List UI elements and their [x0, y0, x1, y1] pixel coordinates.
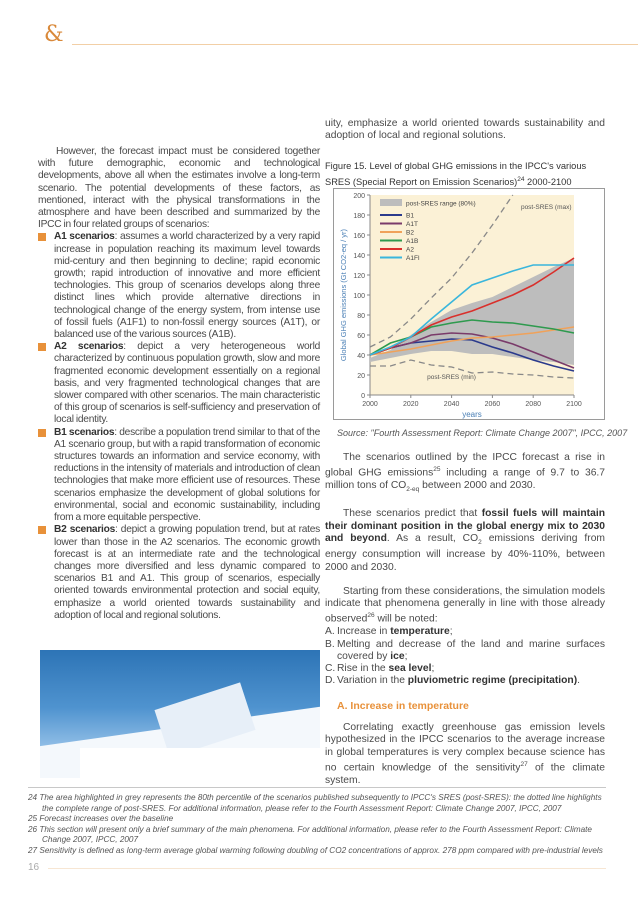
footnote-rule	[28, 787, 606, 788]
chart-svg	[334, 189, 604, 419]
footnote-27: 27 Sensitivity is defined as long-term average global warming following doubling of CO2 concentrations of approx. 278 ppm compared with pre-industrial levels	[28, 845, 603, 855]
x-tick-label: 2000	[362, 401, 378, 408]
x-tick-label: 2100	[566, 401, 582, 408]
y-tick-label: 60	[357, 333, 365, 340]
footnote-26: 26 This section will present only a brief summary of the main phenomena. For additional information, please refer to the Fourth Assessment Report: Climate Change 2007, IPCC, 2007	[28, 824, 592, 845]
intro-paragraph: However, the forecast impact must be considered together with future demographic, economic and technological developments, above all when the estimates involve a long-term scenario. The potential developments of these factors, as mentioned, interact with the physical transformations in the atmosphere and have been described and summarized by the IPCC in four related groups of scenarios:	[38, 146, 320, 231]
y-axis-label: Global GHG emissions (Gt CO2-eq / yr)	[339, 228, 348, 362]
list-item: B. Melting and decrease of the land and marine surfaces covered by ice;	[325, 638, 605, 662]
caption-text: Figure 15. Level of global GHG emissions in the IPCC's various SRES (Special Report on Emission Scenarios)	[325, 161, 587, 188]
y-tick-label: 0	[361, 393, 365, 400]
bullet-square-icon	[38, 526, 46, 534]
item-text: : assumes a world characterized by a very rapid increase in population reaching its maximum level towards mid-century and then beginning to decline; rapid economic growth; rapid introduction of innovative and more efficient technologies. This group of scenarios develops along three distinct lines which provide alternative directions in technological change of the energy system, from intense use of fossil fuels (A1F1) to non-fossil energy sources (A1T), or balanced use of the various sources (A1B).	[54, 231, 320, 341]
caption-years: 2000-2100	[524, 177, 572, 188]
legend-range-label: post-SRES range (80%)	[406, 200, 476, 208]
list-item	[38, 231, 320, 341]
list-item: C. Rise in the sea level;	[325, 663, 435, 675]
list-item: A. Increase in temperature;	[325, 626, 453, 638]
legend-label: A1B	[406, 238, 419, 245]
bullet-square-icon	[38, 343, 46, 351]
paragraph: Starting from these considerations, the simulation models indicate that phenomena generally in line with those already observed$^{26}$ will be noted:	[325, 585, 605, 625]
item-text: : describe a population trend similar to that of the A1 scenario group, but with a rapid transformation of economic structures towards an information and service economy, with reductions in the intensity of materials and introduction of clean technologies that make more efficient use of resources. These scenarios emphasize the development of global solutions for environmental, social and economic sustainability, including from a more equitable perspective.	[54, 426, 320, 524]
legend-label: B1	[406, 212, 414, 220]
y-tick-label: 180	[353, 213, 365, 220]
item-text: : depict a growing population trend, but at rates lower than those in the A2 scenarios. The economic growth forecast is at an intermediate rate and the technological changes more diversified and less dynamic compared to scenarios B1 and A1. This group of scenarios, especially oriented towards environmental protection and social equity, emphasize a world oriented towards sustainability and adoption of local and regional solutions.	[54, 524, 320, 621]
figure-source: Source: "Fourth Assessment Report: Climate Change 2007", IPCC, 2007	[337, 428, 628, 438]
paragraph: These scenarios predict that fossil fuels will maintain their dominant position in the global energy mix to 2030 and beyond. As a result, $CO_2$ emissions deriving from energy consumption will increase by 40%-110%, between 2000 and 2030.	[325, 508, 606, 573]
x-tick-label: 2040	[443, 401, 460, 408]
item-term: A1 scenarios	[54, 231, 115, 243]
y-tick-label: 20	[357, 373, 365, 380]
ghg-emissions-chart	[333, 188, 605, 420]
list-item	[38, 341, 320, 426]
logo-ampersand: &	[44, 22, 64, 47]
legend-label: A1FI	[406, 255, 420, 262]
paragraph: Correlating exactly greenhouse gas emission levels hypothesized in the IPCC scenarios to the average increase in global temperatures is very complex because science has no certain knowledge of the sensitivity$^{27}$ of the climate system.	[325, 721, 605, 786]
paragraph: The scenarios outlined by the IPCC forecast a rise in global GHG emissions$^{25}$ including a range of 9.7 to 36.7 million tons of $CO_{2-eq}$ between 2000 and 2030.	[325, 452, 606, 494]
y-tick-label: 140	[353, 253, 365, 260]
y-tick-label: 160	[353, 233, 365, 240]
legend-label: A2	[406, 246, 414, 254]
right-column	[325, 452, 605, 787]
item-text: : depict a very heterogeneous world characterized by continuous population growth, slow and more fragmented economic development essentially on a regional basis, and very fragmented technological changes that are slower compared with other scenarios. The main characteristic of this group of scenarios is self-sufficiency and preservation of local identity.	[54, 341, 320, 426]
bullet-square-icon	[38, 233, 46, 241]
footnote-24: 24 The area highlighted in grey represents the 80th percentile of the scenarios published subsequently to IPCC's SRES (post-SRES): the dotted line highlights the complete range of post-SRES. For additional information, please refer to the Fourth Assessment Report: Climate Change 2007, IPCC, 2007	[28, 793, 602, 813]
min-label: post-SRES (min)	[427, 374, 476, 381]
item-term: A2 scenarios	[54, 341, 124, 353]
y-tick-label: 80	[357, 313, 365, 320]
x-tick-label: 2020	[403, 401, 419, 408]
y-tick-label: 200	[353, 193, 365, 200]
paragraph-continuation: uity, emphasize a world oriented towards sustainability and adoption of local and regional solutions.	[325, 118, 605, 142]
legend-range-swatch	[380, 199, 402, 206]
footnote-ref: 24	[517, 176, 525, 183]
scenario-list	[38, 231, 320, 622]
y-tick-label: 40	[357, 353, 365, 360]
section-heading: A. Increase in temperature	[337, 699, 469, 712]
max-label: post-SRES (max)	[520, 204, 572, 211]
item-term: B2 scenarios	[54, 524, 116, 536]
figure-caption	[325, 160, 605, 189]
page-number: 16	[28, 862, 40, 873]
x-tick-label: 2060	[484, 401, 501, 408]
list-item: D. Variation in the pluviometric regime (precipitation).	[325, 675, 581, 687]
y-tick-label: 100	[353, 293, 365, 300]
legend-label: A1T	[406, 221, 418, 228]
x-tick-label: 2080	[525, 401, 541, 408]
bullet-square-icon	[38, 429, 46, 437]
legend-label: B2	[406, 229, 414, 237]
antarctic-ice-photo	[40, 650, 320, 778]
list-item	[38, 524, 320, 622]
left-column	[38, 146, 320, 622]
list-item	[38, 427, 320, 525]
right-column-top	[325, 118, 605, 143]
x-axis-label: years	[462, 410, 482, 419]
phenomena-list	[325, 626, 605, 687]
header-rule	[72, 44, 638, 45]
item-term: B1 scenarios	[54, 426, 115, 438]
footer-rule	[48, 868, 606, 869]
footnote-25: 25 Forecast increases over the baseline	[28, 814, 174, 824]
footnotes	[28, 793, 608, 857]
y-tick-label: 120	[353, 273, 365, 280]
